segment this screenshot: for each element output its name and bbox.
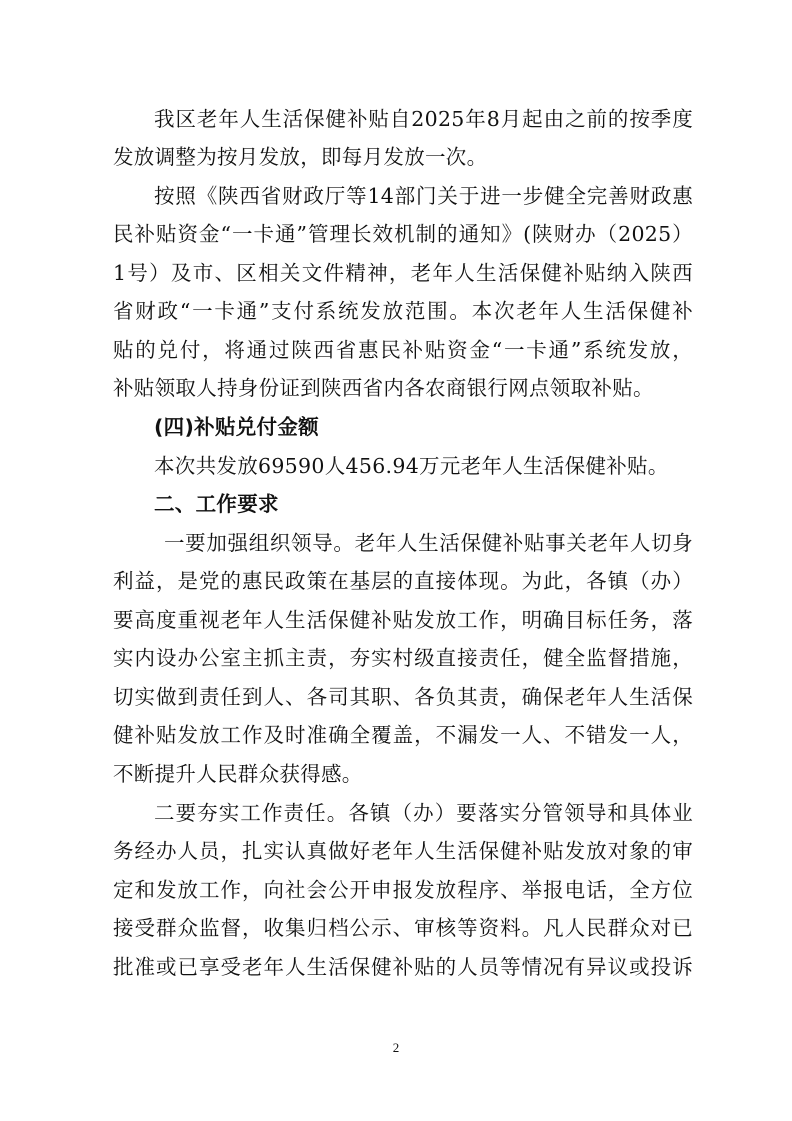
paragraph-line: 发放调整为按月发放，即每月发放一次。: [113, 145, 488, 169]
paragraph-line: 民补贴资金“一卡通”管理长效机制的通知》(陕财办（2025）: [113, 222, 693, 246]
paragraph-line: 接受群众监督，收集归档公示、审核等资料。凡人民群众对已: [113, 916, 693, 940]
paragraph-line: 我区老年人生活保健补贴自2025年8月起由之前的按季度: [154, 107, 693, 131]
paragraph-line: 切实做到责任到人、各司其职、各负其责，确保老年人生活保: [113, 685, 693, 709]
paragraph-line: 不断提升人民群众获得感。: [113, 762, 363, 786]
paragraph-line: 贴的兑付，将通过陕西省惠民补贴资金“一卡通”系统发放，: [113, 338, 693, 362]
section-heading: 二、工作要求: [154, 492, 279, 516]
paragraph-line: 按照《陕西省财政厅等14部门关于进一步健全完善财政惠: [154, 184, 693, 208]
section-heading: (四)补贴兑付金额: [154, 415, 319, 439]
paragraph-line: 要高度重视老年人生活保健补贴发放工作，明确目标任务，落: [113, 608, 693, 632]
paragraph-line: 二要夯实工作责任。各镇（办）要落实分管领导和具体业: [154, 801, 693, 825]
paragraph-line: 批准或已享受老年人生活保健补贴的人员等情况有异议或投诉: [113, 955, 693, 979]
paragraph-line: 定和发放工作，向社会公开申报发放程序、举报电话，全方位: [113, 878, 693, 902]
paragraph-line: 健补贴发放工作及时准确全覆盖，不漏发一人、不错发一人，: [113, 723, 693, 747]
paragraph-line: 务经办人员，扎实认真做好老年人生活保健补贴发放对象的审: [113, 839, 693, 863]
page-number: 2: [392, 1040, 400, 1055]
paragraph-line: 一要加强组织领导。老年人生活保健补贴事关老年人切身: [164, 531, 693, 555]
paragraph-line: 省财政“一卡通”支付系统发放范围。本次老年人生活保健补: [113, 299, 693, 323]
paragraph-line: 补贴领取人持身份证到陕西省内各农商银行网点领取补贴。: [113, 376, 654, 400]
paragraph-line: 利益，是党的惠民政策在基层的直接体现。为此，各镇（办）: [113, 569, 693, 593]
paragraph-line: 1号）及市、区相关文件精神，老年人生活保健补贴纳入陕西: [113, 261, 693, 285]
paragraph-line: 实内设办公室主抓主责，夯实村级直接责任，健全监督措施，: [113, 646, 693, 670]
paragraph-line: 本次共发放69590人456.94万元老年人生活保健补贴。: [154, 454, 669, 478]
